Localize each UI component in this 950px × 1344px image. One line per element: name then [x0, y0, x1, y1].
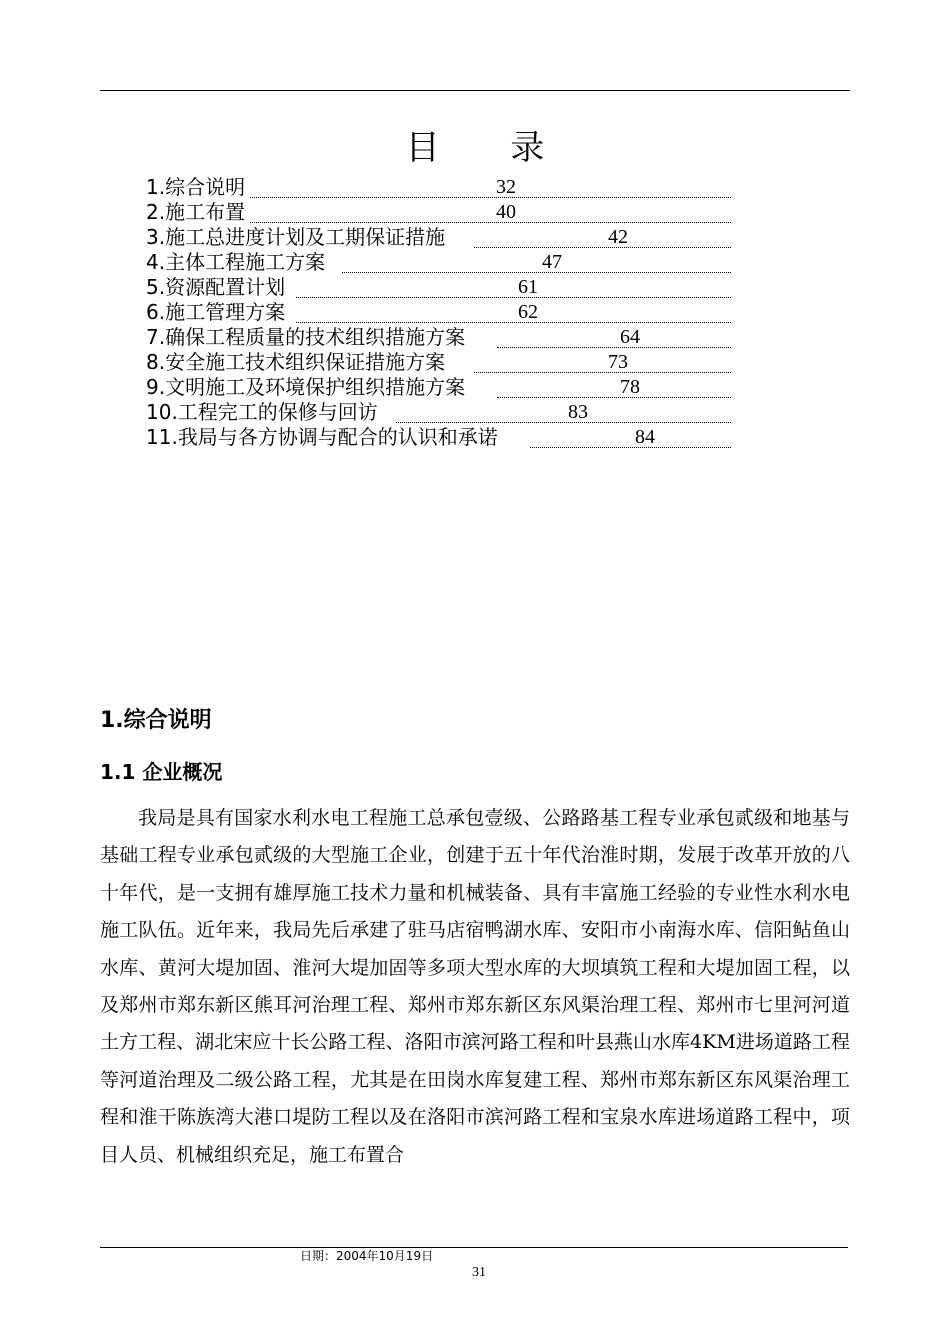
toc-leader-dots [296, 297, 731, 298]
toc-entry[interactable] [0, 325, 950, 349]
toc-entry[interactable] [0, 200, 950, 224]
toc-leader-dots [474, 372, 731, 373]
toc-entry-label: 1.综合说明 [146, 175, 246, 199]
toc-entry-page: 40 [496, 201, 516, 223]
toc-entry-page: 83 [568, 401, 588, 423]
toc-entry-label: 9.文明施工及环境保护组织措施方案 [146, 375, 466, 399]
footer-rule [100, 1247, 848, 1248]
toc-leader-dots [497, 347, 731, 348]
toc-entry-label: 10.工程完工的保修与回访 [146, 400, 378, 424]
toc-entry[interactable] [0, 350, 950, 374]
subsection-heading: 1.1 企业概况 [100, 760, 223, 784]
toc-leader-dots [342, 272, 731, 273]
toc-leader-dots [250, 197, 731, 198]
toc-leader-dots [497, 397, 731, 398]
toc-entry-label: 2.施工布置 [146, 200, 246, 224]
toc-entry[interactable] [0, 175, 950, 199]
section-heading: 1.综合说明 [100, 708, 212, 733]
toc-leader-dots [396, 422, 731, 423]
toc-entry-label: 8.安全施工技术组织保证措施方案 [146, 350, 446, 374]
toc-entry[interactable] [0, 225, 950, 249]
toc-entry-label: 3.施工总进度计划及工期保证措施 [146, 225, 446, 249]
toc-entry-label: 6.施工管理方案 [146, 300, 286, 324]
body-paragraph: 我局是具有国家水利水电工程施工总承包壹级、公路路基工程专业承包贰级和地基与基础工程专业承包贰级的大型施工企业，创建于五十年代治淮时期，发展于改革开放的八十年代，是一支拥有雄厚施工技术力量和机械装备、具有丰富施工经验的专业性水利水电施工队伍。近年来，我局先后承建了驻马店宿鸭湖水库、安阳市小南海水库、信阳鲇鱼山水库、黄河大堤加固、淮河大堤加固等多项大型水库的大坝填筑工程和大堤加固工程，以及郑州市郑东新区熊耳河治理工程、郑州市郑东新区东风渠治理工程、郑州市七里河河道土方工程、湖北宋应十长公路工程、洛阳市滨河路工程和叶县燕山水库4KM进场道路工程等河道治理及二级公路工程，尤其是在田岗水库复建工程、郑州市郑东新区东风渠治理工程和淮干陈族湾大港口堤防工程以及在洛阳市滨河路工程和宝泉水库进场道路工程中，项目人员、机械组织充足，施工布置合 [100, 807, 850, 1166]
toc-entry-page: 78 [620, 376, 640, 398]
toc-entry-label: 7.确保工程质量的技术组织措施方案 [146, 325, 466, 349]
toc-entry-page: 61 [518, 276, 538, 298]
toc-entry[interactable] [0, 250, 950, 274]
toc-entry[interactable] [0, 375, 950, 399]
toc-entry[interactable] [0, 425, 950, 449]
toc-entry-page: 32 [496, 176, 516, 198]
toc-entry-label: 5.资源配置计划 [146, 275, 286, 299]
toc-title: 目 录 [405, 128, 575, 168]
toc-entry[interactable] [0, 400, 950, 424]
toc-leader-dots [530, 447, 731, 448]
toc-entry-page: 47 [542, 251, 562, 273]
toc-entry-page: 84 [635, 426, 655, 448]
footer-date: 日期：2004年10月19日 [300, 1249, 434, 1263]
toc-entry-page: 64 [620, 326, 640, 348]
toc-entry-label: 4.主体工程施工方案 [146, 250, 326, 274]
header-rule [100, 90, 850, 91]
page-number: 31 [472, 1265, 486, 1280]
toc-entry-page: 73 [608, 351, 628, 373]
toc-leader-dots [296, 322, 731, 323]
toc-entry[interactable] [0, 275, 950, 299]
toc-entry-page: 62 [518, 301, 538, 323]
toc-entry-page: 42 [608, 226, 628, 248]
toc-entry[interactable] [0, 300, 950, 324]
toc-leader-dots [474, 247, 731, 248]
toc-leader-dots [250, 222, 731, 223]
toc-entry-label: 11.我局与各方协调与配合的认识和承诺 [146, 425, 498, 449]
